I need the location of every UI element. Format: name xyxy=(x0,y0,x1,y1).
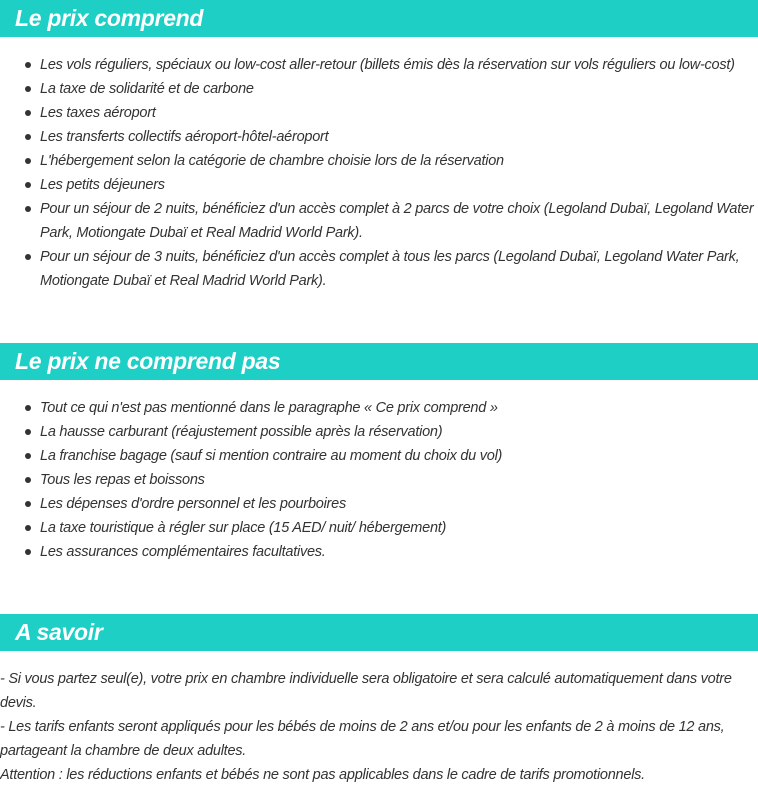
not-included-list xyxy=(0,396,758,564)
info-line: Attention : les réductions enfants et bébés ne sont pas applicables dans le cadre de tarifs promotionnels. xyxy=(0,767,645,783)
list-item: Les dépenses d'ordre personnel et les pourboires xyxy=(40,492,758,516)
list-item: Tous les repas et boissons xyxy=(40,468,758,492)
list-item: Pour un séjour de 3 nuits, bénéficiez d'un accès complet à tous les parcs (Legoland Dubaï, Legoland Water Park, Motiongate Dubaï et Real Madrid World Park). xyxy=(40,245,758,293)
list-item: Pour un séjour de 2 nuits, bénéficiez d'un accès complet à 2 parcs de votre choix (Legoland Dubaï, Legoland Water Park, Motiongate Dubaï et Real Madrid World Park). xyxy=(40,197,758,245)
section-title-good-to-know: A savoir xyxy=(15,619,103,645)
section-header-not-included xyxy=(0,343,758,380)
section-header-included xyxy=(0,0,758,37)
list-item: Les assurances complémentaires facultatives. xyxy=(40,540,758,564)
section-title-included: Le prix comprend xyxy=(15,5,204,31)
included-list xyxy=(0,53,758,293)
list-item: Les petits déjeuners xyxy=(40,173,758,197)
list-item: La franchise bagage (sauf si mention contraire au moment du choix du vol) xyxy=(40,444,758,468)
list-item: Les transferts collectifs aéroport-hôtel-aéroport xyxy=(40,125,758,149)
list-item: La taxe touristique à régler sur place (15 AED/ nuit/ hébergement) xyxy=(40,516,758,540)
list-item: L'hébergement selon la catégorie de chambre choisie lors de la réservation xyxy=(40,149,758,173)
list-item: Les taxes aéroport xyxy=(40,101,758,125)
good-to-know-text xyxy=(0,667,758,787)
info-line: - Les tarifs enfants seront appliqués pour les bébés de moins de 2 ans et/ou pour les enfants de 2 à moins de 12 ans, partageant la chambre de deux adultes. xyxy=(0,719,725,759)
list-item: Tout ce qui n'est pas mentionné dans le paragraphe « Ce prix comprend » xyxy=(40,396,758,420)
list-item: La hausse carburant (réajustement possible après la réservation) xyxy=(40,420,758,444)
info-line: - Si vous partez seul(e), votre prix en chambre individuelle sera obligatoire et sera calculé automatiquement dans votre devis. xyxy=(0,671,732,711)
section-header-good-to-know xyxy=(0,614,758,651)
list-item: La taxe de solidarité et de carbone xyxy=(40,77,758,101)
list-item: Les vols réguliers, spéciaux ou low-cost aller-retour (billets émis dès la réservation sur vols réguliers ou low-cost) xyxy=(40,53,758,77)
section-title-not-included: Le prix ne comprend pas xyxy=(15,348,281,374)
